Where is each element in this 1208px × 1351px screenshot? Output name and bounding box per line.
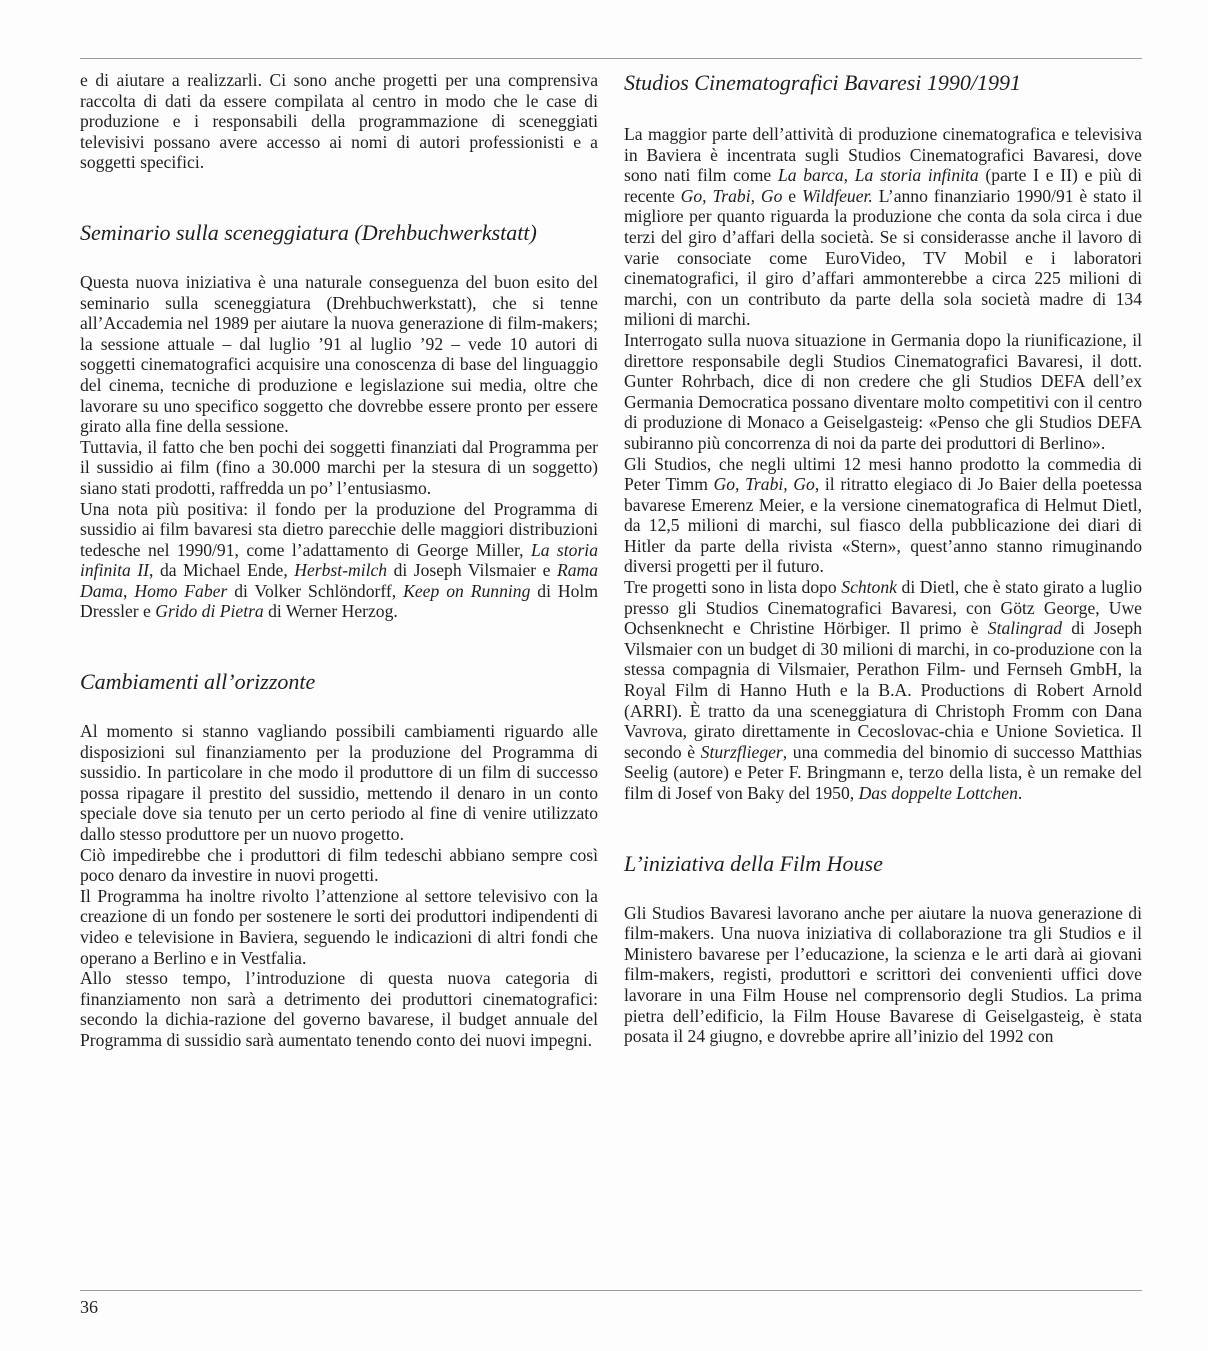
paragraph: Il Programma ha inoltre rivolto l’attenzione al settore televisivo con la creazione di un fondo per sostenere le sorti dei produttori indipendenti di video e televisione in Baviera, seguendo le indicazioni di altri fondi che operano a Berlino e in Vestfalia. <box>80 885 598 968</box>
top-rule <box>80 58 1142 59</box>
left-column <box>80 70 598 1051</box>
paragraph: Tuttavia, il fatto che ben pochi dei soggetti finanziati dal Programma per il sussidio ai film (fino a 30.000 marchi per la stesura di un soggetto) siano stati prodotti, raffredda un po’ l’entusiasmo. <box>80 436 598 498</box>
section-heading-studios: Studios Cinematografici Bavaresi 1990/1991 <box>624 70 1021 95</box>
paragraph: Interrogato sulla nuova situazione in Germania dopo la riunificazione, il direttore responsabile degli Studios Cinematografici Bavaresi, il dott. Gunter Rohrbach, dice di non credere che gli Studios DEFA dell’ex Germania Democratica possano diventare molto competitivi con il centro di produzione di Monaco a Geiselgasteig: «Penso che gli Studios DEFA subiranno più concorrenza di noi da parte dei produttori di Berlino». <box>624 329 1142 453</box>
paragraph: Una nota più positiva: il fondo per la produzione del Programma di sussidio ai film bavaresi sta dietro parecchie delle maggiori distribuzioni tedesche nel 1990/91, come l’adattamento di George Miller, La storia infinita II, da Michael Ende, Herbst-milch di Joseph Vilsmaier e Rama Dama, Homo Faber di Volker Schlöndorff, Keep on Running di Holm Dressler e Grido di Pietra di Werner Herzog. <box>80 498 599 622</box>
paragraph: Gli Studios, che negli ultimi 12 mesi hanno prodotto la commedia di Peter Timm Go, Trabi, Go, il ritratto elegiaco di Jo Baier della poetessa bavarese Emerenz Meier, e la versione cinematografica di Helmut Dietl, da 12,5 milioni di marchi, sul fiasco della pubblicazione dei diari di Hitler da parte della rivista «Stern», quest’anno stanno rimuginando diversi progetti per il futuro. <box>624 453 1142 577</box>
bottom-rule <box>80 1290 1142 1291</box>
intro-paragraph: e di aiutare a realizzarli. Ci sono anche progetti per una comprensiva raccolta di dati da essere compilata al centro in modo che le case di produzione e i responsabili della programmazione di sceneggiati televisivi possano avere accesso ai nomi di autori professionisti e a soggetti specifici. <box>80 70 598 173</box>
paragraph: Allo stesso tempo, l’introduzione di questa nuova categoria di finanziamento non sarà a detrimento dei produttori cinematografici: secondo la dichia-razione del governo bavarese, il budget annuale del Programma di sussidio sarà aumentato tenendo conto dei nuovi impegni. <box>80 968 598 1050</box>
paragraph: Questa nuova iniziativa è una naturale conseguenza del buon esito del seminario sulla sceneggiatura (Drehbuchwerkstatt), che si tenne all’Accademia nel 1989 per aiutare la nuova generazione di film-makers; la sessione attuale – dal luglio ’91 al luglio ’92 – vede 10 autori di soggetti cinematografici acquisire una conoscenza di base del linguaggio del cinema, tecniche di produzione e legislazione sui media, oltre che lavorare su uno specifico soggetto che dovrebbe essere pronto per essere girato alla fine della sessione. <box>80 271 598 437</box>
section-heading-film-house: L’iniziativa della Film House <box>624 850 883 876</box>
section-heading-seminario: Seminario sulla sceneggiatura (Drehbuchwerkstatt) <box>80 219 537 245</box>
paragraph: Gli Studios Bavaresi lavorano anche per aiutare la nuova generazione di film-makers. Una nuova iniziativa di collaborazione tra gli Studios e il Ministero bavarese per l’educazione, la scienza e le arti darà ai giovani film-makers, registi, produttori e scrittori dei convenienti uffici dove lavorare in una Film House nel comprensorio degli Studios. La prima pietra dell’edificio, la Film House Bavarese di Geiselgasteig, è stata posata il 24 giugno, e dovrebbe aprire all’inizio del 1992 con <box>624 902 1142 1047</box>
page-number: 36 <box>80 1297 98 1317</box>
paragraph: Tre progetti sono in lista dopo Schtonk di Dietl, che è stato girato a luglio presso gli Studios Cinematografici Bavaresi, con Götz George, Uwe Ochsenknecht e Christine Hörbiger. Il primo è Stalingrad di Joseph Vilsmaier con un budget di 30 milioni di marchi, in co-produzione con la stessa compagnia di Vilsmaier, Perathon Film- und Fernseh GmbH, la Royal Film di Hanno Huth e la B.A. Productions di Robert Arnold (ARRI). È tratto da una sceneggiatura di Christoph Fromm con Dana Vavrova, girato direttamente in Cecoslovac-chia e Unione Sovietica. Il secondo è Sturzflieger, una commedia del binomio di successo Matthias Seelig (autore) e Peter F. Bringmann e, terzo della lista, è un remake del film di Josef von Baky del 1950, Das doppelte Lottchen. <box>624 577 1143 803</box>
section-heading-cambiamenti: Cambiamenti all’orizzonte <box>80 669 316 695</box>
paragraph: Al momento si stanno vagliando possibili cambiamenti riguardo alle disposizioni sul finanziamento per la produzione del Programma di sussidio. In particolare in che modo il produttore di un film di successo possa ripagare il prestito del sussidio, mettendo il denaro in un conto speciale dove sia tenuto per un certo periodo al fine di venire utilizzato dallo stesso produttore per un nuovo progetto. <box>80 721 598 845</box>
paragraph: Ciò impedirebbe che i produttori di film tedeschi abbiano sempre così poco denaro da investire in nuovi progetti. <box>80 844 598 886</box>
paragraph: La maggior parte dell’attività di produzione cinematografica e televisiva in Baviera è incentrata sugli Studios Cinematografici Bavaresi, dove sono nati film come La barca, La storia infinita (parte I e II) e più di recente Go, Trabi, Go e Wildfeuer. L’anno finanziario 1990/91 è stato il migliore per quanto riguarda la produzione che conta da sola circa i due terzi del giro d’affari della società. Se si considerasse anche il lavoro di varie consociate come EuroVideo, TV Mobil e i laboratori cinematografici, il giro d’affari ammonterebbe a circa 225 milioni di marchi, con un contributo da parte della sola società madre di 134 milioni di marchi. <box>624 124 1143 330</box>
right-column <box>624 70 1142 1047</box>
